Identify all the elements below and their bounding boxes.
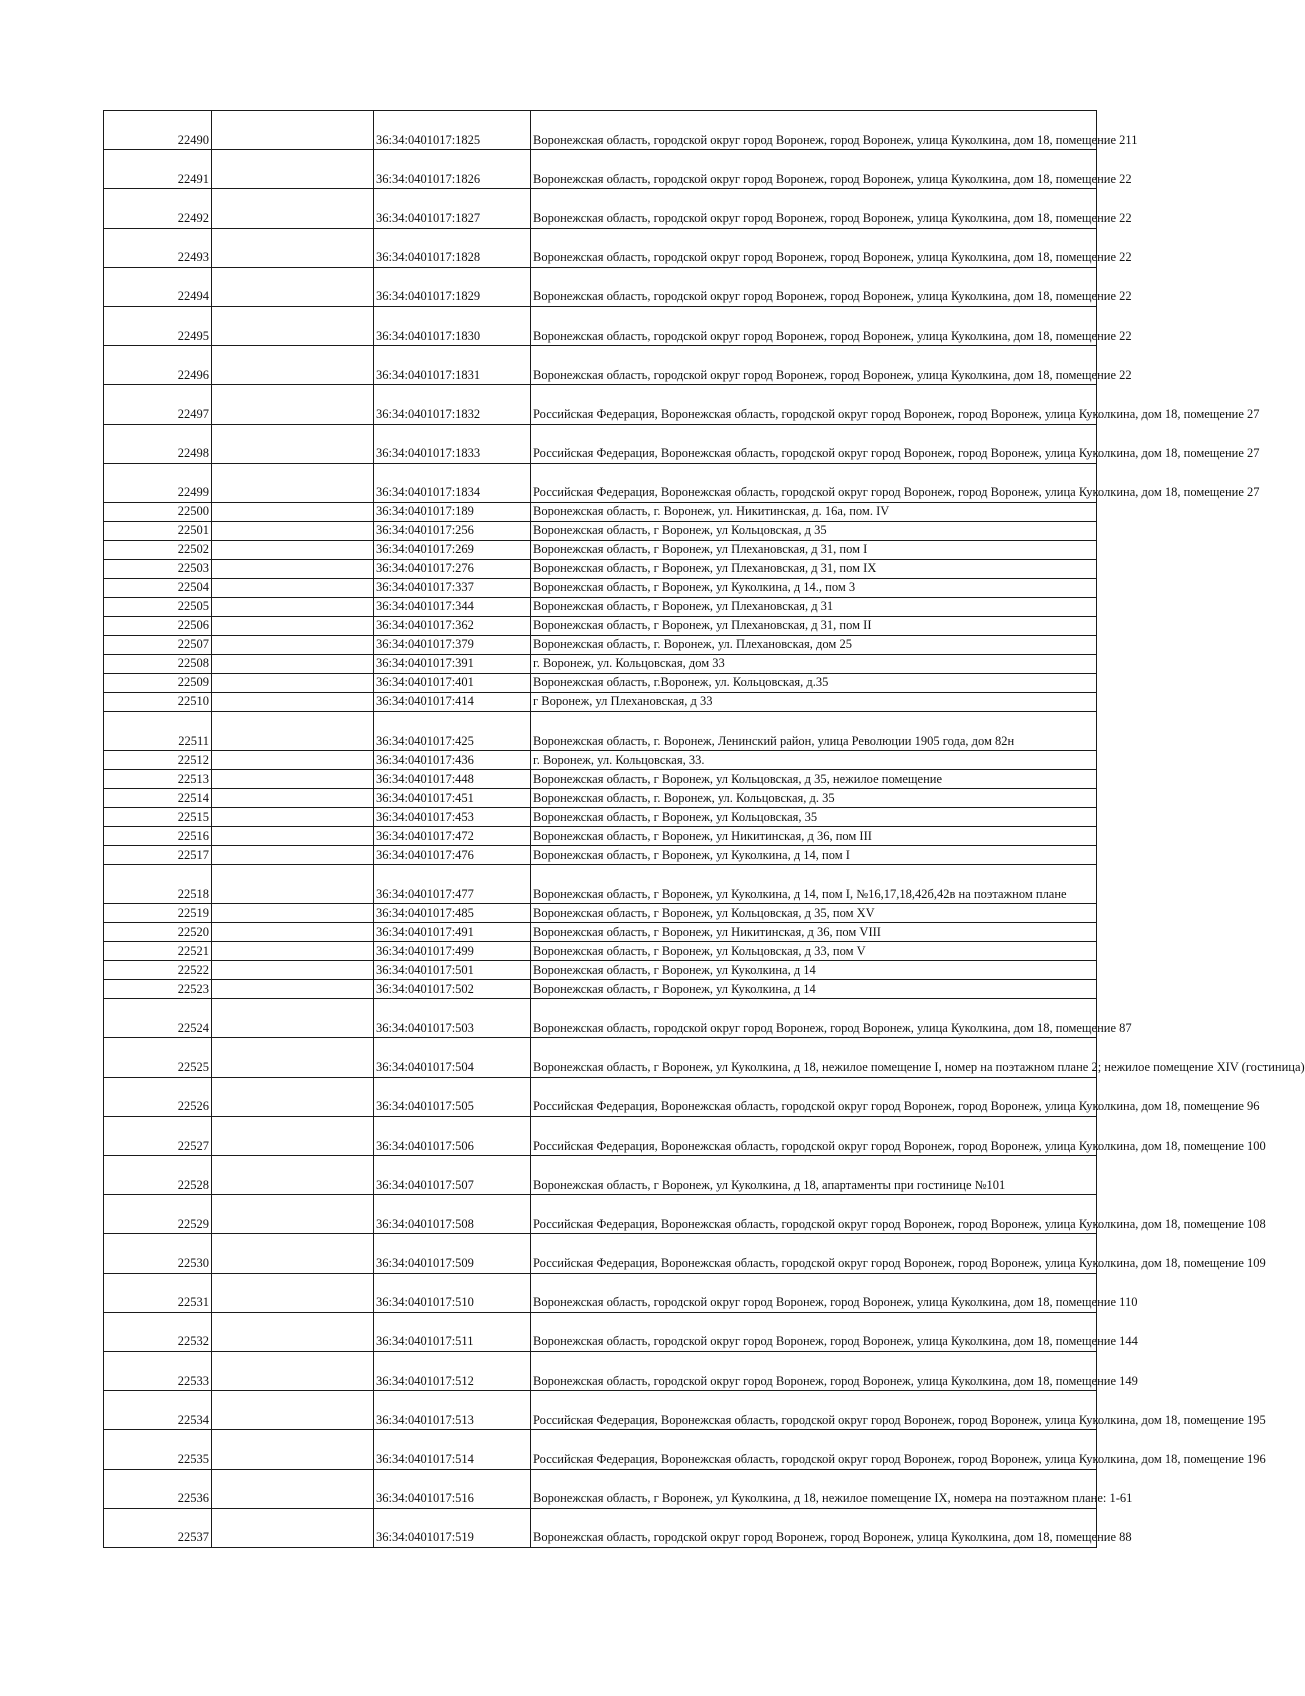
cadastral-number-cell: 36:34:0401017:1829 xyxy=(374,267,531,306)
row-number-cell: 22498 xyxy=(104,424,212,463)
address-cell: Воронежская область, г Воронеж, ул Куколкина, д 14, пом I xyxy=(531,846,1097,865)
table-row xyxy=(104,616,1097,635)
address-cell: Воронежская область, г Воронеж, ул Куколкина, д 14 xyxy=(531,961,1097,980)
table-row xyxy=(104,502,1097,521)
cadastral-number-cell: 36:34:0401017:189 xyxy=(374,502,531,521)
cadastral-number-cell: 36:34:0401017:509 xyxy=(374,1234,531,1273)
address-cell: Воронежская область, городской округ город Воронеж, город Воронеж, улица Куколкина, дом 18, помещение 22 xyxy=(531,189,1097,228)
empty-cell xyxy=(212,346,374,385)
cadastral-number-cell: 36:34:0401017:337 xyxy=(374,578,531,597)
address-cell: Российская Федерация, Воронежская область, городской округ город Воронеж, город Воронеж, улица Куколкина, дом 18, помещение 27 xyxy=(531,424,1097,463)
address-cell: Воронежская область, г Воронеж, ул Куколкина, д 14, пом I, №16,17,18,42б,42в на поэтажном плане xyxy=(531,865,1097,904)
cadastral-number-cell: 36:34:0401017:491 xyxy=(374,923,531,942)
empty-cell xyxy=(212,1077,374,1116)
address-cell: Воронежская область, г Воронеж, ул Кольцовская, д 33, пом V xyxy=(531,942,1097,961)
empty-cell xyxy=(212,1430,374,1469)
cadastral-number-cell: 36:34:0401017:269 xyxy=(374,540,531,559)
cadastral-number-cell: 36:34:0401017:1831 xyxy=(374,346,531,385)
address-cell: Воронежская область, г Воронеж, ул Никитинская, д 36, пом III xyxy=(531,827,1097,846)
empty-cell xyxy=(212,559,374,578)
empty-cell xyxy=(212,1469,374,1508)
empty-cell xyxy=(212,1038,374,1077)
empty-cell xyxy=(212,616,374,635)
row-number-cell: 22537 xyxy=(104,1508,212,1547)
table-body xyxy=(104,111,1305,1548)
cadastral-number-cell: 36:34:0401017:502 xyxy=(374,980,531,999)
table-row xyxy=(104,904,1097,923)
row-number-cell: 22502 xyxy=(104,540,212,559)
empty-cell xyxy=(212,228,374,267)
table-row xyxy=(104,1469,1097,1508)
cadastral-number-cell: 36:34:0401017:448 xyxy=(374,770,531,789)
row-number-cell: 22520 xyxy=(104,923,212,942)
cadastral-number-cell: 36:34:0401017:503 xyxy=(374,999,531,1038)
cadastral-number-cell: 36:34:0401017:256 xyxy=(374,521,531,540)
address-cell: Российская Федерация, Воронежская область, городской округ город Воронеж, город Воронеж, улица Куколкина, дом 18, помещение 109 xyxy=(531,1234,1097,1273)
empty-cell xyxy=(212,385,374,424)
row-number-cell: 22509 xyxy=(104,673,212,692)
empty-cell xyxy=(212,980,374,999)
table-row xyxy=(104,267,1097,306)
table-row xyxy=(104,228,1097,267)
cadastral-number-cell: 36:34:0401017:1826 xyxy=(374,150,531,189)
empty-cell xyxy=(212,865,374,904)
cadastral-number-cell: 36:34:0401017:1828 xyxy=(374,228,531,267)
row-number-cell: 22518 xyxy=(104,865,212,904)
cadastral-number-cell: 36:34:0401017:510 xyxy=(374,1273,531,1312)
table-row xyxy=(104,1038,1097,1077)
row-number-cell: 22522 xyxy=(104,961,212,980)
row-number-cell: 22535 xyxy=(104,1430,212,1469)
row-number-cell: 22521 xyxy=(104,942,212,961)
row-number-cell: 22534 xyxy=(104,1391,212,1430)
row-number-cell: 22517 xyxy=(104,846,212,865)
empty-cell xyxy=(212,751,374,770)
table-row xyxy=(104,942,1097,961)
address-cell: Воронежская область, г Воронеж, ул Кольцовская, д 35, пом XV xyxy=(531,904,1097,923)
row-number-cell: 22528 xyxy=(104,1156,212,1195)
table-row xyxy=(104,980,1097,999)
address-cell: Воронежская область, городской округ город Воронеж, город Воронеж, улица Куколкина, дом 18, помещение 22 xyxy=(531,267,1097,306)
cadastral-number-cell: 36:34:0401017:451 xyxy=(374,789,531,808)
table-row xyxy=(104,865,1097,904)
cadastral-number-cell: 36:34:0401017:476 xyxy=(374,846,531,865)
empty-cell xyxy=(212,654,374,673)
empty-cell xyxy=(212,673,374,692)
table-row xyxy=(104,770,1097,789)
empty-cell xyxy=(212,578,374,597)
table-row xyxy=(104,1195,1097,1234)
cadastral-number-cell: 36:34:0401017:504 xyxy=(374,1038,531,1077)
cadastral-number-cell: 36:34:0401017:472 xyxy=(374,827,531,846)
table-row xyxy=(104,346,1097,385)
table-row xyxy=(104,808,1097,827)
cadastral-table xyxy=(103,110,1305,1548)
table-row xyxy=(104,999,1097,1038)
row-number-cell: 22497 xyxy=(104,385,212,424)
address-cell: Воронежская область, городской округ город Воронеж, город Воронеж, улица Куколкина, дом 18, помещение 22 xyxy=(531,228,1097,267)
cadastral-number-cell: 36:34:0401017:379 xyxy=(374,635,531,654)
empty-cell xyxy=(212,1351,374,1390)
table-row xyxy=(104,1273,1097,1312)
table-row xyxy=(104,578,1097,597)
empty-cell xyxy=(212,150,374,189)
row-number-cell: 22492 xyxy=(104,189,212,228)
address-cell: Российская Федерация, Воронежская область, городской округ город Воронеж, город Воронеж, улица Куколкина, дом 18, помещение 100 xyxy=(531,1116,1097,1155)
table-row xyxy=(104,597,1097,616)
table-row xyxy=(104,692,1097,711)
table-row xyxy=(104,961,1097,980)
cadastral-number-cell: 36:34:0401017:499 xyxy=(374,942,531,961)
address-cell: Воронежская область, городской округ город Воронеж, город Воронеж, улица Куколкина, дом 18, помещение 149 xyxy=(531,1351,1097,1390)
address-cell: Воронежская область, г Воронеж, ул Куколкина, д 14., пом 3 xyxy=(531,578,1097,597)
table-row xyxy=(104,1430,1097,1469)
cadastral-number-cell: 36:34:0401017:506 xyxy=(374,1116,531,1155)
row-number-cell: 22496 xyxy=(104,346,212,385)
cadastral-number-cell: 36:34:0401017:436 xyxy=(374,751,531,770)
address-cell: г. Воронеж, ул. Кольцовская, дом 33 xyxy=(531,654,1097,673)
empty-cell xyxy=(212,1312,374,1351)
row-number-cell: 22503 xyxy=(104,559,212,578)
row-number-cell: 22515 xyxy=(104,808,212,827)
row-number-cell: 22514 xyxy=(104,789,212,808)
table-row xyxy=(104,635,1097,654)
empty-cell xyxy=(212,521,374,540)
table-row xyxy=(104,540,1097,559)
empty-cell xyxy=(212,827,374,846)
table-row xyxy=(104,827,1097,846)
empty-cell xyxy=(212,502,374,521)
empty-cell xyxy=(212,1391,374,1430)
table-row xyxy=(104,1351,1097,1390)
table-row xyxy=(104,1156,1097,1195)
empty-cell xyxy=(212,711,374,750)
address-cell: Воронежская область, г. Воронеж, Ленинский район, улица Революции 1905 года, дом 82н xyxy=(531,711,1097,750)
table-row xyxy=(104,559,1097,578)
row-number-cell: 22516 xyxy=(104,827,212,846)
row-number-cell: 22508 xyxy=(104,654,212,673)
table-row xyxy=(104,150,1097,189)
address-cell: Воронежская область, городской округ город Воронеж, город Воронеж, улица Куколкина, дом 18, помещение 88 xyxy=(531,1508,1097,1547)
address-cell: Воронежская область, городской округ город Воронеж, город Воронеж, улица Куколкина, дом 18, помещение 22 xyxy=(531,150,1097,189)
cadastral-number-cell: 36:34:0401017:514 xyxy=(374,1430,531,1469)
cadastral-number-cell: 36:34:0401017:1825 xyxy=(374,111,531,150)
row-number-cell: 22536 xyxy=(104,1469,212,1508)
row-number-cell: 22510 xyxy=(104,692,212,711)
row-number-cell: 22530 xyxy=(104,1234,212,1273)
cadastral-number-cell: 36:34:0401017:1827 xyxy=(374,189,531,228)
table-row xyxy=(104,1077,1097,1116)
empty-cell xyxy=(212,597,374,616)
table-row xyxy=(104,111,1097,150)
empty-cell xyxy=(212,189,374,228)
row-number-cell: 22529 xyxy=(104,1195,212,1234)
row-number-cell: 22511 xyxy=(104,711,212,750)
address-cell: Воронежская область, г Воронеж, ул Плехановская, д 31, пом IX xyxy=(531,559,1097,578)
row-number-cell: 22531 xyxy=(104,1273,212,1312)
table-row xyxy=(104,1116,1097,1155)
empty-cell xyxy=(212,1195,374,1234)
empty-cell xyxy=(212,999,374,1038)
address-cell: Воронежская область, городской округ город Воронеж, город Воронеж, улица Куколкина, дом 18, помещение 110 xyxy=(531,1273,1097,1312)
empty-cell xyxy=(212,306,374,345)
address-cell: Воронежская область, городской округ город Воронеж, город Воронеж, улица Куколкина, дом 18, помещение 22 xyxy=(531,346,1097,385)
address-cell: Воронежская область, городской округ город Воронеж, город Воронеж, улица Куколкина, дом 18, помещение 22 xyxy=(531,306,1097,345)
address-cell: г Воронеж, ул Плехановская, д 33 xyxy=(531,692,1097,711)
document-page xyxy=(103,110,1305,1548)
row-number-cell: 22506 xyxy=(104,616,212,635)
address-cell: Российская Федерация, Воронежская область, городской округ город Воронеж, город Воронеж, улица Куколкина, дом 18, помещение 96 xyxy=(531,1077,1097,1116)
address-cell: г. Воронеж, ул. Кольцовская, 33. xyxy=(531,751,1097,770)
empty-cell xyxy=(212,923,374,942)
cadastral-number-cell: 36:34:0401017:1833 xyxy=(374,424,531,463)
empty-cell xyxy=(212,692,374,711)
address-cell: Воронежская область, г Воронеж, ул Куколкина, д 18, нежилое помещение I, номер на поэтажном плане 2; нежилое помещение XIV (гостиница) xyxy=(531,1038,1097,1077)
empty-cell xyxy=(212,1273,374,1312)
address-cell: Воронежская область, городской округ город Воронеж, город Воронеж, улица Куколкина, дом 18, помещение 211 xyxy=(531,111,1097,150)
row-number-cell: 22491 xyxy=(104,150,212,189)
row-number-cell: 22490 xyxy=(104,111,212,150)
cadastral-number-cell: 36:34:0401017:508 xyxy=(374,1195,531,1234)
address-cell: Воронежская область, г Воронеж, ул Плехановская, д 31, пом II xyxy=(531,616,1097,635)
row-number-cell: 22500 xyxy=(104,502,212,521)
cadastral-number-cell: 36:34:0401017:276 xyxy=(374,559,531,578)
cadastral-number-cell: 36:34:0401017:512 xyxy=(374,1351,531,1390)
cadastral-number-cell: 36:34:0401017:485 xyxy=(374,904,531,923)
table-row xyxy=(104,521,1097,540)
address-cell: Российская Федерация, Воронежская область, городской округ город Воронеж, город Воронеж, улица Куколкина, дом 18, помещение 27 xyxy=(531,463,1097,502)
empty-cell xyxy=(212,1234,374,1273)
address-cell: Российская Федерация, Воронежская область, городской округ город Воронеж, город Воронеж, улица Куколкина, дом 18, помещение 27 xyxy=(531,385,1097,424)
cadastral-number-cell: 36:34:0401017:511 xyxy=(374,1312,531,1351)
row-number-cell: 22505 xyxy=(104,597,212,616)
address-cell: Российская Федерация, Воронежская область, городской округ город Воронеж, город Воронеж, улица Куколкина, дом 18, помещение 196 xyxy=(531,1430,1097,1469)
row-number-cell: 22507 xyxy=(104,635,212,654)
cadastral-number-cell: 36:34:0401017:477 xyxy=(374,865,531,904)
address-cell: Воронежская область, г Воронеж, ул Куколкина, д 14 xyxy=(531,980,1097,999)
cadastral-number-cell: 36:34:0401017:507 xyxy=(374,1156,531,1195)
row-number-cell: 22519 xyxy=(104,904,212,923)
cadastral-number-cell: 36:34:0401017:505 xyxy=(374,1077,531,1116)
table-row xyxy=(104,385,1097,424)
table-row xyxy=(104,1508,1097,1547)
row-number-cell: 22524 xyxy=(104,999,212,1038)
empty-cell xyxy=(212,789,374,808)
empty-cell xyxy=(212,111,374,150)
empty-cell xyxy=(212,540,374,559)
address-cell: Воронежская область, г Воронеж, ул Кольцовская, 35 xyxy=(531,808,1097,827)
table-row xyxy=(104,424,1097,463)
table-row xyxy=(104,463,1097,502)
cadastral-number-cell: 36:34:0401017:414 xyxy=(374,692,531,711)
address-cell: Воронежская область, г Воронеж, ул Куколкина, д 18, нежилое помещение IX, номера на поэтажном плане: 1-61 xyxy=(531,1469,1097,1508)
table-row xyxy=(104,306,1097,345)
cadastral-number-cell: 36:34:0401017:513 xyxy=(374,1391,531,1430)
address-cell: Воронежская область, г Воронеж, ул Куколкина, д 18, апартаменты при гостинице №101 xyxy=(531,1156,1097,1195)
empty-cell xyxy=(212,904,374,923)
empty-cell xyxy=(212,1508,374,1547)
table-row xyxy=(104,751,1097,770)
address-cell: Воронежская область, г. Воронеж, ул. Никитинская, д. 16а, пом. IV xyxy=(531,502,1097,521)
row-number-cell: 22532 xyxy=(104,1312,212,1351)
address-cell: Воронежская область, г. Воронеж, ул. Плехановская, дом 25 xyxy=(531,635,1097,654)
cadastral-number-cell: 36:34:0401017:501 xyxy=(374,961,531,980)
cadastral-number-cell: 36:34:0401017:1830 xyxy=(374,306,531,345)
table-row xyxy=(104,789,1097,808)
row-number-cell: 22513 xyxy=(104,770,212,789)
cadastral-number-cell: 36:34:0401017:391 xyxy=(374,654,531,673)
row-number-cell: 22504 xyxy=(104,578,212,597)
empty-cell xyxy=(212,942,374,961)
cadastral-number-cell: 36:34:0401017:401 xyxy=(374,673,531,692)
address-cell: Воронежская область, городской округ город Воронеж, город Воронеж, улица Куколкина, дом 18, помещение 144 xyxy=(531,1312,1097,1351)
empty-cell xyxy=(212,846,374,865)
row-number-cell: 22493 xyxy=(104,228,212,267)
empty-cell xyxy=(212,463,374,502)
table-row xyxy=(104,189,1097,228)
row-number-cell: 22526 xyxy=(104,1077,212,1116)
empty-cell xyxy=(212,808,374,827)
row-number-cell: 22499 xyxy=(104,463,212,502)
empty-cell xyxy=(212,267,374,306)
address-cell: Воронежская область, г Воронеж, ул Кольцовская, д 35, нежилое помещение xyxy=(531,770,1097,789)
empty-cell xyxy=(212,635,374,654)
address-cell: Российская Федерация, Воронежская область, городской округ город Воронеж, город Воронеж, улица Куколкина, дом 18, помещение 108 xyxy=(531,1195,1097,1234)
empty-cell xyxy=(212,961,374,980)
cadastral-number-cell: 36:34:0401017:1834 xyxy=(374,463,531,502)
table-row xyxy=(104,673,1097,692)
empty-cell xyxy=(212,770,374,789)
cadastral-number-cell: 36:34:0401017:344 xyxy=(374,597,531,616)
row-number-cell: 22495 xyxy=(104,306,212,345)
address-cell: Воронежская область, г Воронеж, ул Плехановская, д 31 xyxy=(531,597,1097,616)
row-number-cell: 22501 xyxy=(104,521,212,540)
address-cell: Воронежская область, г Воронеж, ул Никитинская, д 36, пом VIII xyxy=(531,923,1097,942)
table-row xyxy=(104,923,1097,942)
cadastral-number-cell: 36:34:0401017:516 xyxy=(374,1469,531,1508)
table-row xyxy=(104,1391,1097,1430)
address-cell: Воронежская область, городской округ город Воронеж, город Воронеж, улица Куколкина, дом 18, помещение 87 xyxy=(531,999,1097,1038)
row-number-cell: 22512 xyxy=(104,751,212,770)
row-number-cell: 22494 xyxy=(104,267,212,306)
address-cell: Российская Федерация, Воронежская область, городской округ город Воронеж, город Воронеж, улица Куколкина, дом 18, помещение 195 xyxy=(531,1391,1097,1430)
cadastral-number-cell: 36:34:0401017:519 xyxy=(374,1508,531,1547)
table-row xyxy=(104,1312,1097,1351)
empty-cell xyxy=(212,424,374,463)
table-row xyxy=(104,711,1097,750)
cadastral-number-cell: 36:34:0401017:425 xyxy=(374,711,531,750)
empty-cell xyxy=(212,1156,374,1195)
row-number-cell: 22527 xyxy=(104,1116,212,1155)
table-row xyxy=(104,1234,1097,1273)
cadastral-number-cell: 36:34:0401017:362 xyxy=(374,616,531,635)
table-row xyxy=(104,654,1097,673)
cadastral-number-cell: 36:34:0401017:1832 xyxy=(374,385,531,424)
row-number-cell: 22525 xyxy=(104,1038,212,1077)
row-number-cell: 22533 xyxy=(104,1351,212,1390)
table-row xyxy=(104,846,1097,865)
address-cell: Воронежская область, г.Воронеж, ул. Кольцовская, д.35 xyxy=(531,673,1097,692)
address-cell: Воронежская область, г Воронеж, ул Кольцовская, д 35 xyxy=(531,521,1097,540)
address-cell: Воронежская область, г Воронеж, ул Плехановская, д 31, пом I xyxy=(531,540,1097,559)
address-cell: Воронежская область, г. Воронеж, ул. Кольцовская, д. 35 xyxy=(531,789,1097,808)
row-number-cell: 22523 xyxy=(104,980,212,999)
cadastral-number-cell: 36:34:0401017:453 xyxy=(374,808,531,827)
empty-cell xyxy=(212,1116,374,1155)
